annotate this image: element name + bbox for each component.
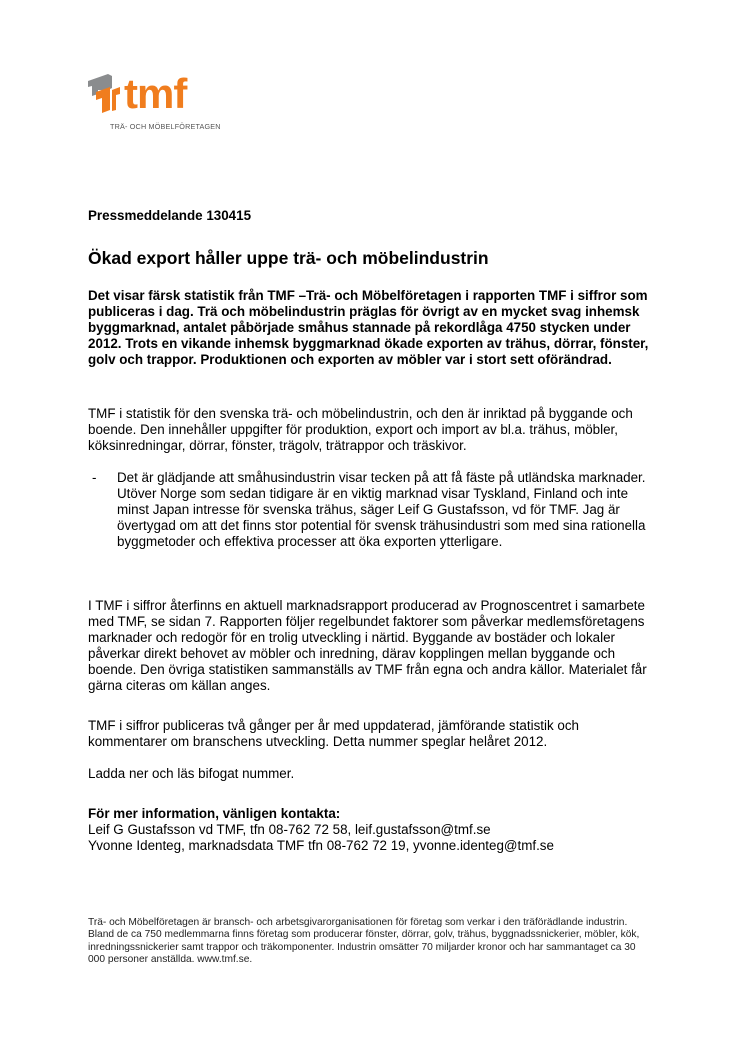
- footer-text: Trä- och Möbelföretagen är bransch- och arbetsgivarorganisationen för företag som verkar i den träförädlande industrin. Bland de ca 750 medlemmarna finns företag som producerar fönster, dörrar, golv, trähus, byggnadssnickerier, möbler, kök, inredningssnickerier samt trappor och träkomponenter. Industrin omsätter 70 miljarder kronor och har sammantaget ca 30 000 personer anställda. www.tmf.se.: [88, 917, 640, 965]
- contact-line: Yvonne Identeg, marknadsdata TMF tfn 08-762 72 19, yvonne.identeg@tmf.se: [88, 838, 554, 853]
- headline: Ökad export håller uppe trä- och möbelindustrin: [88, 248, 489, 268]
- contact-line: Leif G Gustafsson vd TMF, tfn 08-762 72 58, leif.gustafsson@tmf.se: [88, 822, 491, 837]
- contact-heading: För mer information, vänligen kontakta:: [88, 806, 341, 821]
- logo-tagline: TRÄ- OCH MÖBELFÖRETAGEN: [110, 122, 221, 131]
- quote-dash: -: [92, 470, 97, 485]
- frequency-paragraph: TMF i siffror publiceras två gånger per år med uppdaterad, jämförande statistik och kommentarer om branschens utveckling. Detta nummer speglar helåret 2012.: [88, 718, 579, 749]
- press-release-number: Pressmeddelande 130415: [88, 208, 252, 223]
- logo-wordmark: tmf: [124, 72, 187, 117]
- tmf-logo: [86, 72, 236, 134]
- intro-paragraph: TMF i statistik för den svenska trä- och möbelindustrin, och den är inriktad på byggande och boende. Den innehåller uppgifter för produktion, export och import av bl.a. trähus, möbler, köksinredningar, dörrar, fönster, trägolv, trätrappor och träskivor.: [88, 406, 633, 453]
- quote-text: Det är glädjande att småhusindustrin visar tecken på att få fäste på utländska marknader. Utöver Norge som sedan tidigare är en viktig marknad visar Tyskland, Finland och inte minst Japan intresse för svenska trähus, säger Leif G Gustafsson, vd för TMF. Jag är övertygad om att det finns stor potential för svensk trähusindustri som med sina rationella byggmetoder och effektiva processer att öka exporten ytterligare.: [117, 470, 646, 549]
- contact-block: [88, 806, 654, 854]
- download-text: Ladda ner och läs bifogat nummer.: [88, 766, 295, 781]
- lead-paragraph: Det visar färsk statistik från TMF –Trä- och Möbelföretagen i rapporten TMF i siffror som publiceras i dag. Trä och möbelindustrin präglas för övrigt av en mycket svag inhemsk byggmarknad, antalet påbörjade småhus stannade på rekordlåga 4750 stycken under 2012. Trots en vikande inhemsk byggmarknad ökade exporten av trähus, dörrar, fönster, golv och trappor. Produktionen och exporten av möbler var i stort sett oförändrad.: [88, 288, 649, 367]
- tmf-logo-mark: [86, 72, 236, 120]
- report-paragraph: I TMF i siffror återfinns en aktuell marknadsrapport producerad av Prognoscentret i samarbete med TMF, se sidan 7. Rapporten följer regelbundet faktorer som påverkar medlemsföretagens marknader och redogör för en trolig utveckling i närtid. Byggande av bostäder och lokaler påverkar direkt behovet av möbler och inredning, därav kopplingen mellan byggande och boende. Den övriga statistiken sammanställs av TMF från egna och andra källor. Materialet får gärna citeras om källan anges.: [88, 598, 647, 693]
